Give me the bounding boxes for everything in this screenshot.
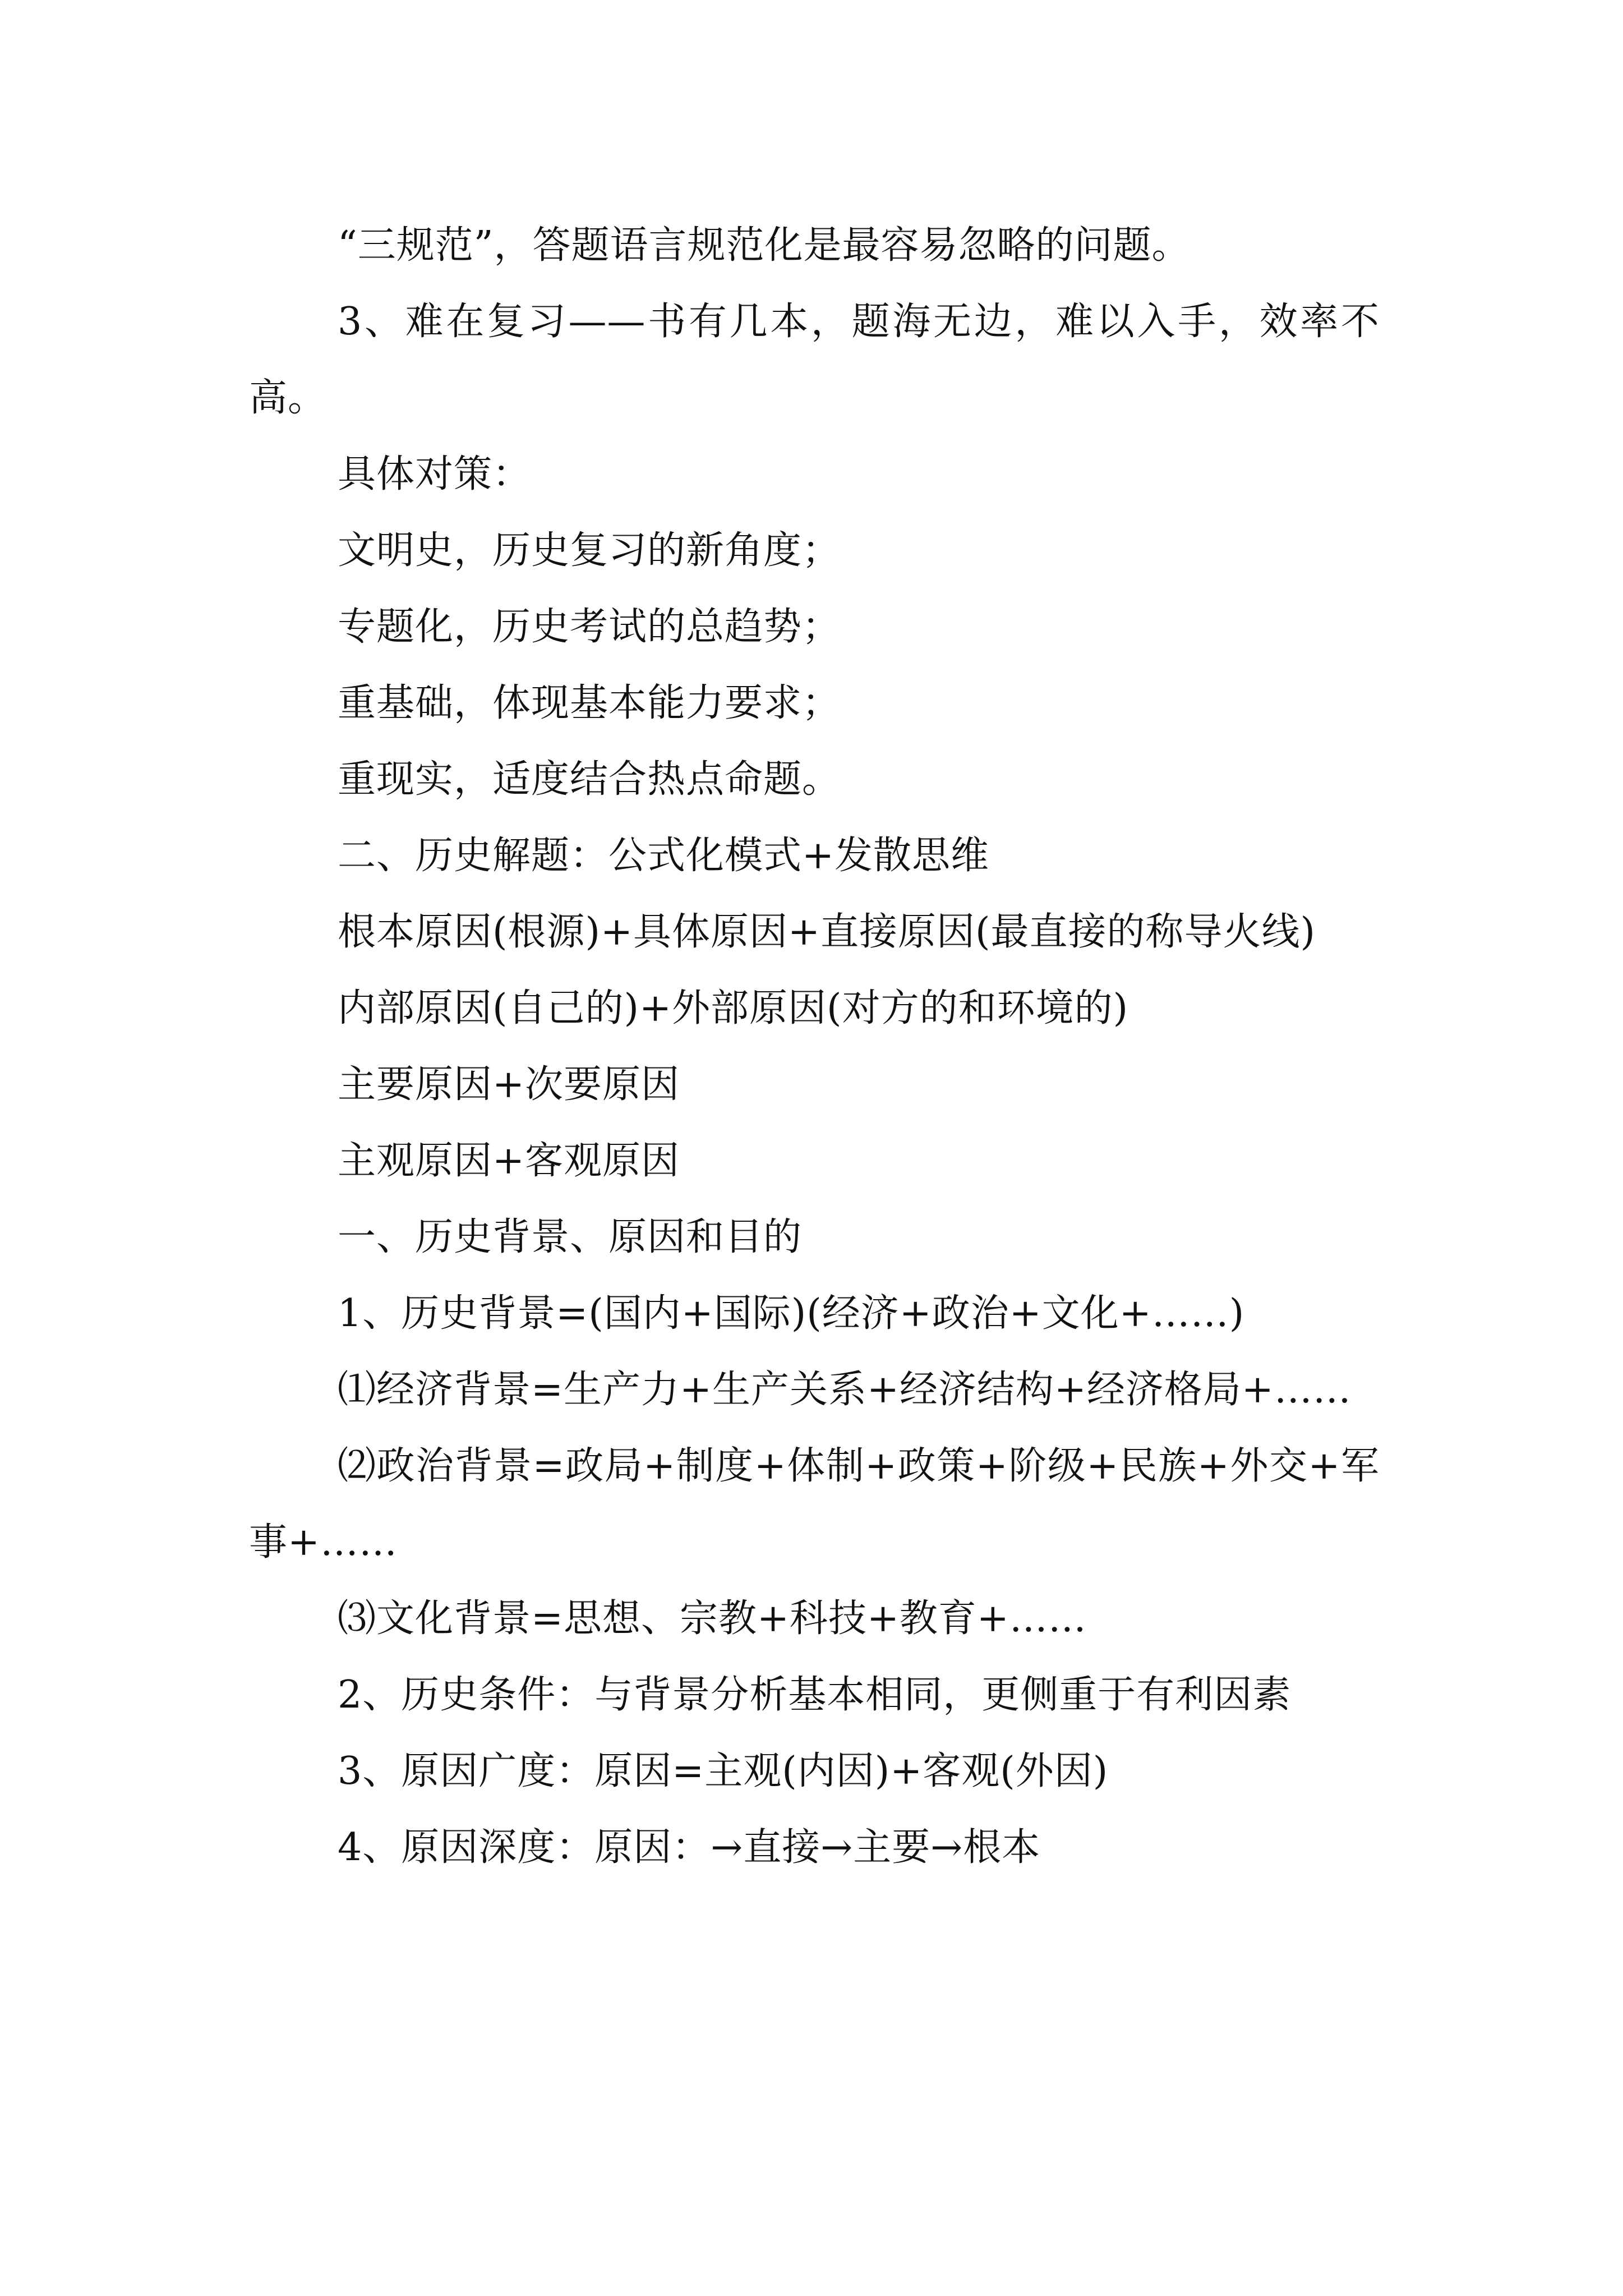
document-body bbox=[249, 208, 1380, 1886]
paragraph-5: 专题化，历史考试的总趋势； bbox=[338, 605, 841, 649]
paragraph-6: 重基础，体现基本能力要求； bbox=[338, 681, 841, 725]
paragraph-12: 主观原因+客观原因 bbox=[338, 1139, 680, 1183]
paragraph-9: 根本原因(根源)+具体原因+直接原因(最直接的称导火线) bbox=[338, 910, 1316, 954]
paragraph-15: ⑴经济背景=生产力+生产关系+经济结构+经济格局+…… bbox=[338, 1368, 1352, 1412]
section-heading-1: 一、历史背景、原因和目的 bbox=[338, 1215, 803, 1259]
paragraph-2: 3、难在复习——书有几本，题海无边，难以入手，效率不高。 bbox=[249, 300, 1380, 420]
section-heading-2: 二、历史解题：公式化模式+发散思维 bbox=[338, 834, 989, 878]
paragraph-14: 1、历史背景=(国内+国际)(经济+政治+文化+……) bbox=[338, 1291, 1245, 1336]
paragraph-1: “三规范”，答题语言规范化是最容易忽略的问题。 bbox=[338, 223, 1191, 268]
paragraph-10: 内部原因(自己的)+外部原因(对方的和环境的) bbox=[338, 986, 1129, 1030]
paragraph-17: ⑶文化背景=思想、宗教+科技+教育+…… bbox=[338, 1596, 1087, 1641]
paragraph-16: ⑵政治背景=政局+制度+体制+政策+阶级+民族+外交+军事+…… bbox=[249, 1444, 1380, 1565]
paragraph-3: 具体对策： bbox=[338, 452, 532, 496]
paragraph-7: 重现实，适度结合热点命题。 bbox=[338, 757, 841, 802]
paragraph-4: 文明史，历史复习的新角度； bbox=[338, 528, 841, 573]
paragraph-19: 3、原因广度：原因=主观(内因)+客观(外因) bbox=[338, 1749, 1109, 1793]
paragraph-11: 主要原因+次要原因 bbox=[338, 1062, 680, 1107]
paragraph-18: 2、历史条件：与背景分析基本相同，更侧重于有利因素 bbox=[338, 1673, 1292, 1717]
paragraph-20: 4、原因深度：原因：→直接→主要→根本 bbox=[338, 1825, 1041, 1870]
